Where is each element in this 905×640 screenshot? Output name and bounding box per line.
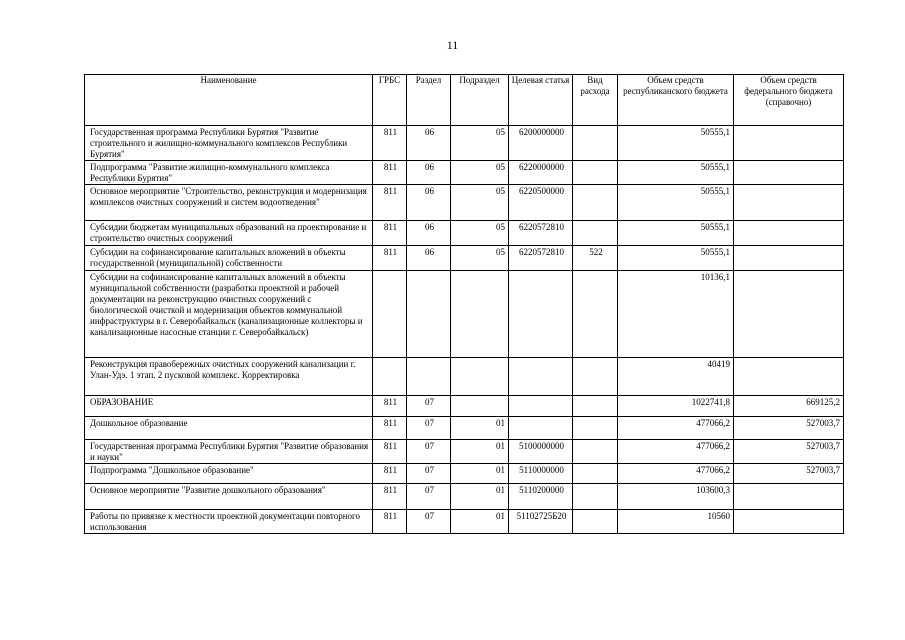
header-section: Раздел [407, 75, 451, 126]
cell-expense [573, 161, 618, 185]
cell-name: Дошкольное образование [85, 417, 373, 440]
cell-target: 5100000000 [509, 440, 573, 464]
table-row [85, 161, 844, 185]
cell-republic: 1022741,8 [618, 396, 734, 417]
cell-expense [573, 510, 618, 534]
cell-grbs: 811 [373, 126, 407, 161]
cell-name: Реконструкция правобережных очистных сооружений канализации г. Улан-Удэ. 1 этап. 2 пусковой комплекс. Корректировка [85, 358, 373, 396]
cell-section: 07 [407, 464, 451, 484]
cell-section: 07 [407, 417, 451, 440]
cell-grbs: 811 [373, 464, 407, 484]
table-row [85, 510, 844, 534]
cell-name: Субсидии на софинансирование капитальных вложений в объекты муниципальной собственности (разработка проектной и рабочей документации на реконструкцию очистных сооружений с биологической очисткой и модернизация объектов коммунальной инфраструктуры в г. Северобайкальск (канализационные коллекторы и канализационные насосные станции г. Северобайкальск) [85, 271, 373, 358]
cell-federal [734, 271, 844, 358]
cell-target [509, 396, 573, 417]
table-row [85, 126, 844, 161]
cell-name: Субсидии на софинансирование капитальных вложений в объекты государственной (муниципальной) собственности [85, 246, 373, 271]
cell-section [407, 358, 451, 396]
cell-federal [734, 221, 844, 246]
cell-section: 06 [407, 126, 451, 161]
cell-grbs [373, 271, 407, 358]
cell-republic: 50555,1 [618, 185, 734, 221]
cell-name: Работы по привязке к местности проектной документации повторного использования [85, 510, 373, 534]
cell-target: 5110000000 [509, 464, 573, 484]
cell-federal [734, 246, 844, 271]
cell-grbs: 811 [373, 396, 407, 417]
cell-section: 06 [407, 246, 451, 271]
cell-section: 06 [407, 161, 451, 185]
cell-section: 06 [407, 185, 451, 221]
table-row [85, 484, 844, 510]
cell-target: 6200000000 [509, 126, 573, 161]
header-grbs: ГРБС [373, 75, 407, 126]
budget-table [84, 74, 844, 534]
cell-section: 07 [407, 396, 451, 417]
header-federal: Объем средств федерального бюджета (справочно) [734, 75, 844, 126]
cell-federal [734, 126, 844, 161]
cell-name: ОБРАЗОВАНИЕ [85, 396, 373, 417]
cell-grbs [373, 358, 407, 396]
cell-target [509, 271, 573, 358]
cell-republic: 50555,1 [618, 126, 734, 161]
cell-section: 07 [407, 510, 451, 534]
cell-subsection: 05 [451, 126, 509, 161]
cell-republic: 10136,1 [618, 271, 734, 358]
cell-subsection: 05 [451, 161, 509, 185]
cell-grbs: 811 [373, 185, 407, 221]
table-row [85, 440, 844, 464]
header-target: Целевая статья [509, 75, 573, 126]
cell-federal: 669125,2 [734, 396, 844, 417]
header-subsection: Подраздел [451, 75, 509, 126]
cell-grbs: 811 [373, 161, 407, 185]
cell-name: Государственная программа Республики Бурятия "Развитие строительного и жилищно-коммунального комплексов Республики Бурятия" [85, 126, 373, 161]
cell-expense [573, 440, 618, 464]
cell-target: 6220572810 [509, 221, 573, 246]
cell-republic: 50555,1 [618, 246, 734, 271]
cell-expense [573, 126, 618, 161]
cell-target: 6220000000 [509, 161, 573, 185]
cell-subsection: 01 [451, 510, 509, 534]
cell-section: 06 [407, 221, 451, 246]
cell-republic: 477066,2 [618, 417, 734, 440]
table-row [85, 396, 844, 417]
cell-subsection: 05 [451, 185, 509, 221]
cell-republic: 50555,1 [618, 161, 734, 185]
cell-name: Основное мероприятие "Строительство, реконструкция и модернизация комплексов очистных сооружений и систем водоотведения" [85, 185, 373, 221]
table-row [85, 464, 844, 484]
table-row [85, 246, 844, 271]
cell-federal [734, 161, 844, 185]
cell-grbs: 811 [373, 440, 407, 464]
cell-republic: 50555,1 [618, 221, 734, 246]
cell-grbs: 811 [373, 417, 407, 440]
cell-name: Подпрограмма "Развитие жилищно-коммунального комплекса Республики Бурятия" [85, 161, 373, 185]
cell-target [509, 358, 573, 396]
cell-expense [573, 358, 618, 396]
cell-expense [573, 396, 618, 417]
cell-subsection: 05 [451, 246, 509, 271]
cell-grbs: 811 [373, 484, 407, 510]
cell-republic: 477066,2 [618, 440, 734, 464]
cell-name: Субсидии бюджетам муниципальных образований на проектирование и строительство очистных сооружений [85, 221, 373, 246]
table-row [85, 185, 844, 221]
cell-subsection [451, 396, 509, 417]
cell-federal [734, 358, 844, 396]
cell-expense [573, 484, 618, 510]
cell-name: Основное мероприятие "Развитие дошкольного образования" [85, 484, 373, 510]
cell-expense [573, 271, 618, 358]
cell-subsection: 01 [451, 464, 509, 484]
cell-federal [734, 510, 844, 534]
cell-section [407, 271, 451, 358]
cell-federal: 527003,7 [734, 440, 844, 464]
header-name: Наименование [85, 75, 373, 126]
cell-subsection: 01 [451, 484, 509, 510]
table-row [85, 358, 844, 396]
cell-name: Государственная программа Республики Бурятия "Развитие образования и науки" [85, 440, 373, 464]
cell-section: 07 [407, 440, 451, 464]
cell-republic: 10560 [618, 510, 734, 534]
cell-federal: 527003,7 [734, 464, 844, 484]
page-number: 11 [446, 38, 459, 52]
cell-target: 6220500000 [509, 185, 573, 221]
cell-section: 07 [407, 484, 451, 510]
cell-target [509, 417, 573, 440]
cell-subsection: 01 [451, 417, 509, 440]
header-row [85, 75, 844, 126]
cell-expense [573, 185, 618, 221]
cell-target: 5110200000 [509, 484, 573, 510]
cell-subsection: 01 [451, 440, 509, 464]
cell-expense [573, 221, 618, 246]
cell-grbs: 811 [373, 510, 407, 534]
cell-grbs: 811 [373, 246, 407, 271]
cell-federal [734, 185, 844, 221]
cell-name: Подпрограмма "Дошкольное образование" [85, 464, 373, 484]
table-row [85, 271, 844, 358]
cell-expense [573, 464, 618, 484]
cell-target: 51102725Б20 [509, 510, 573, 534]
cell-republic: 477066,2 [618, 464, 734, 484]
cell-federal: 527003,7 [734, 417, 844, 440]
cell-expense [573, 417, 618, 440]
cell-subsection [451, 358, 509, 396]
cell-republic: 40419 [618, 358, 734, 396]
cell-expense: 522 [573, 246, 618, 271]
cell-federal [734, 484, 844, 510]
table-row [85, 417, 844, 440]
cell-subsection [451, 271, 509, 358]
cell-republic: 103600,3 [618, 484, 734, 510]
cell-subsection: 05 [451, 221, 509, 246]
cell-grbs: 811 [373, 221, 407, 246]
cell-target: 6220572810 [509, 246, 573, 271]
header-expense: Вид расхода [573, 75, 618, 126]
table-row [85, 221, 844, 246]
header-republic: Объем средств республиканского бюджета [618, 75, 734, 126]
